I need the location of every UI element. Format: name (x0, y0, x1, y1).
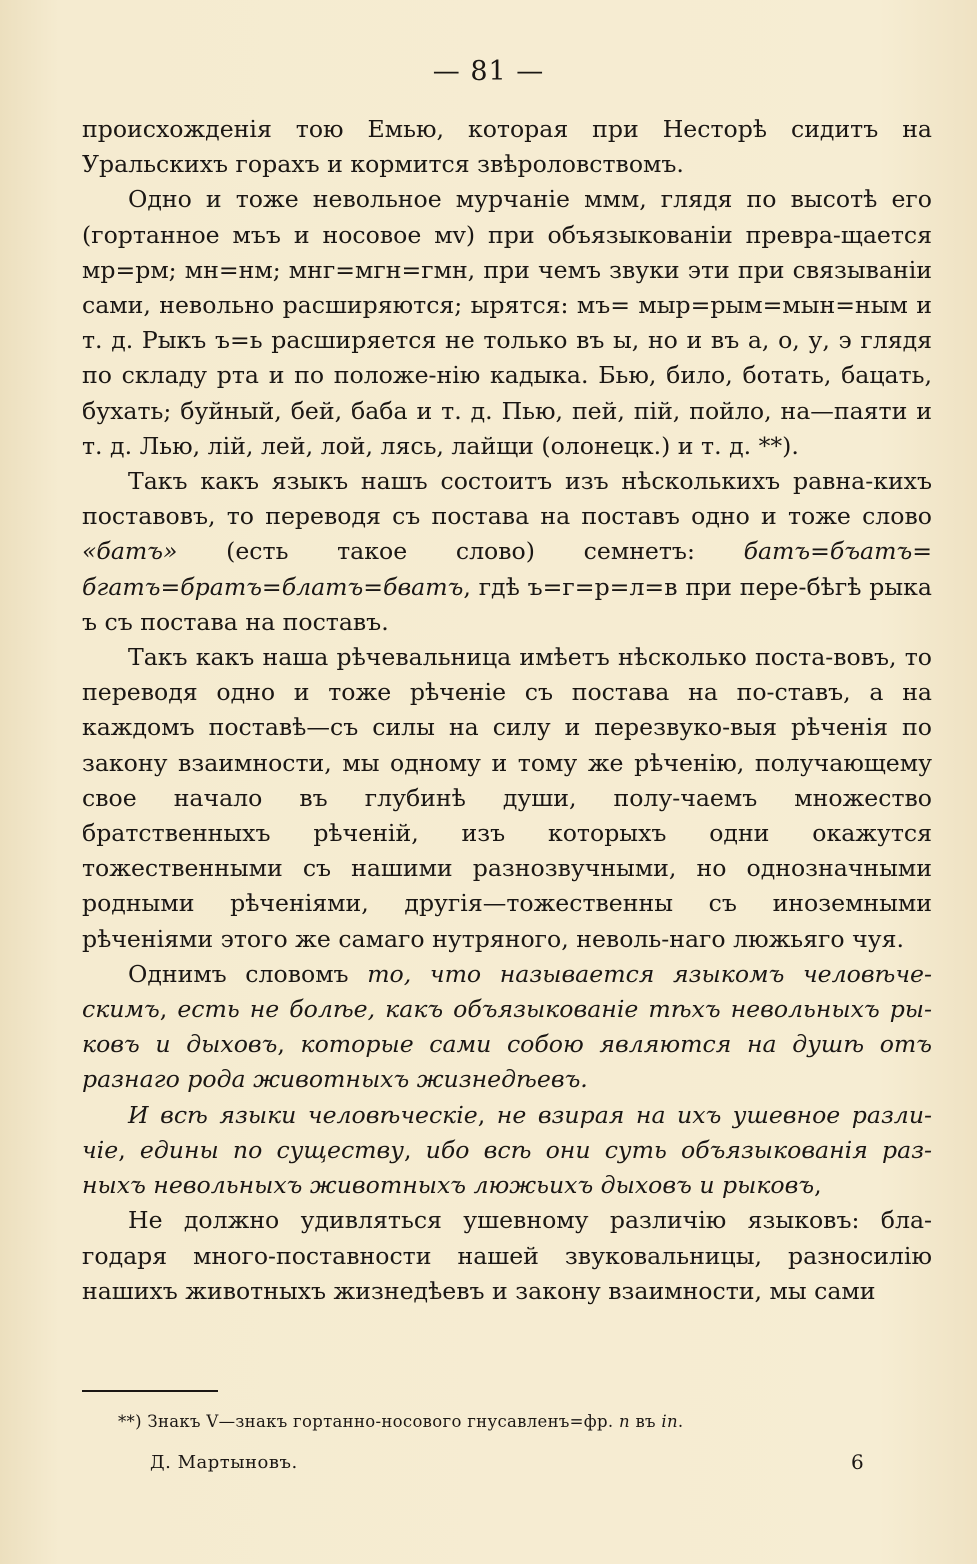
text-segment: , (277, 1030, 301, 1059)
paragraph-1 (82, 182, 932, 464)
footnote-divider (82, 1390, 218, 1392)
text-segment: Не должно удивляться ушевному различію языковъ: бла-годаря много-поставности нашей звуковальницы, разносилію нашихъ животныхъ жизнедѣевъ и закону взаимности, мы сами (82, 1206, 932, 1305)
paragraph-6 (82, 1203, 932, 1309)
text-segment: (есть такое слово) семнетъ: (177, 537, 744, 566)
text-segment: , (814, 1171, 822, 1200)
text-segment: въ (629, 1412, 662, 1431)
italic-text-segment: не взирая на ихъ ушевное разли-чіе (82, 1100, 933, 1164)
paragraph-0 (82, 112, 932, 182)
italic-text-segment: n (618, 1412, 630, 1431)
text-segment: Такъ какъ наша рѣчевальница имѣетъ нѣсколько поста-вовъ, то переводя одно и тоже рѣченіе съ постава на по-ставъ, а на каждомъ поставѣ—съ силы на силу и перезвуко-выя рѣченія по закону взаимности, мы одному и тому же рѣченію, получающему свое начало въ глубинѣ души, полу-чаемъ множество братственныхъ рѣченій, изъ которыхъ одни окажутся тожественными съ нашими разнозвучными, но однозначными родными рѣченіями, другія—тожественны съ иноземными рѣченіями этого же самаго нутряного, неволь-наго люжьяго чуя. (82, 643, 932, 953)
text-segment: , (477, 1100, 497, 1129)
italic-text-segment: которые сами собою являются на душѣ отъ разнаго рода животныхъ жизнедѣевъ. (82, 1030, 932, 1094)
italic-text-segment: есть не болѣе, какъ объязыкованіе тѣхъ невольныхъ ры-ковъ и дыховъ (82, 995, 932, 1059)
italic-text-segment: И всѣ языки человѣческіе (128, 1100, 478, 1129)
text-segment: , (403, 1135, 426, 1164)
text-segment: , (118, 1135, 140, 1164)
text-segment: Однимъ словомъ (128, 959, 368, 988)
text-segment: , (159, 995, 178, 1024)
paragraph-2 (82, 464, 932, 640)
text-segment: Одно и тоже невольное мурчаніе ммм, глядя по высотѣ его (гортанное мъъ и носовое мv) при объязыкованіи превра-щается мр=рм; мн=нм; мнг=мгн=гмн, при чемъ звуки эти при связываніи сами, невольно расширяются; ырятся: мъ= мыр=рым=мын=ным и т. д. Рыкъ ъ=ь расширяется не только въ ы, но и въ а, о, у, э глядя по складу рта и по положе-нію кадыка. Бью, било, ботать, бацать, бухать; буйный, бей, баба и т. д. Пью, пей, пій, пойло, на—паяти и т. д. Лью, лій, лей, лой, лясь, лайщи (олонецк.) и т. д. **). (82, 185, 932, 460)
body-text (82, 112, 932, 1309)
footnote (118, 1410, 683, 1434)
italic-text-segment: in (661, 1412, 678, 1431)
italic-text-segment: ибо всѣ они суть объязыкованія раз-ныхъ невольныхъ животныхъ люжьихъ дыховъ и рыковъ (82, 1135, 933, 1200)
text-segment: , гдѣ ъ=г=р=л=в при пере-бѣгѣ рыка ъ съ постава на поставъ. (82, 572, 932, 636)
text-segment: . (677, 1412, 684, 1431)
sheet-number: 6 (851, 1450, 864, 1474)
italic-text-segment: «батъ» (82, 537, 178, 566)
page-number: — 81 — (432, 56, 545, 87)
text-segment: **) Знакъ V—знакъ гортанно-носового гнусавленъ=фр. (118, 1412, 619, 1431)
paragraph-4 (82, 957, 932, 1098)
italic-text-segment: батъ=бъатъ= бгатъ=братъ=блатъ=бватъ (82, 537, 932, 601)
italic-text-segment: то, что называется языкомъ человѣче-скимъ (82, 959, 932, 1024)
paragraph-5 (82, 1098, 932, 1204)
signature-mark: Д. Мартыновъ. (150, 1452, 298, 1473)
paragraph-3 (82, 640, 932, 957)
text-segment: происхожденія тою Емью, которая при Несторѣ сидитъ на Уральскихъ горахъ и кормится звѣроловствомъ. (82, 115, 932, 179)
text-segment: Такъ какъ языкъ нашъ состоитъ изъ нѣсколькихъ равна-кихъ поставовъ, то переводя съ постава на поставъ одно и тоже слово (82, 467, 932, 531)
italic-text-segment: едины по существу (139, 1135, 404, 1164)
